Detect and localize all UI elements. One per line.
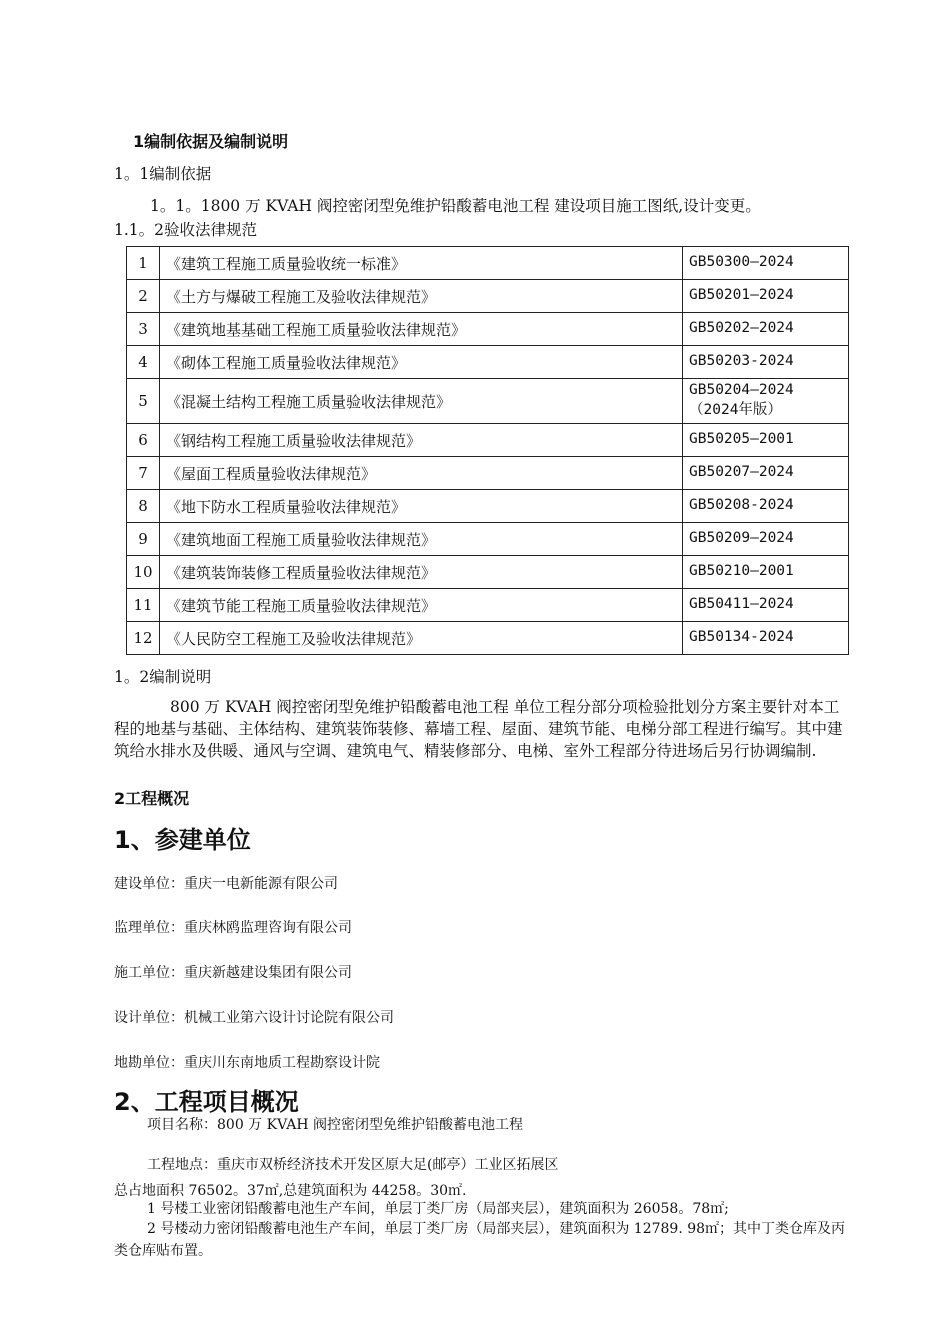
table-row [127,622,849,655]
standard-edition: （2024年版） [689,402,782,418]
row-number: 6 [127,424,160,457]
unit-contractor: 施工单位：重庆新越建设集团有限公司 [114,965,352,981]
standard-code-cell [683,556,849,589]
table-row [127,490,849,523]
participants-heading: 1、参建单位 [114,826,251,854]
table-row [127,247,849,280]
project-location: 工程地点：重庆市双桥经济技术开发区原大足(邮亭）工业区拓展区 [147,1157,559,1173]
item-1-1-1: 1。1。1800 万 KVAH 阀控密闭型免维护铅酸蓄电池工程 建设项目施工图纸,设计变更。 [150,197,761,215]
building-1: 1 号楼工业密闭铅酸蓄电池生产车间，单层丁类厂房（局部夹层），建筑面积为 26058。78㎡; [147,1201,729,1217]
standard-code: GB50134-2024 [689,629,794,646]
subsection-1-1-title: 1。1编制依据 [114,165,212,183]
standard-code: GB50411—2024 [689,596,794,613]
standard-code-cell [683,490,849,523]
standard-code: GB50202—2024 [689,320,794,337]
row-number: 3 [127,313,160,346]
standard-code-cell [683,379,849,424]
standard-name: 《混凝土结构工程施工质量验收法律规范》 [160,379,683,424]
row-number: 10 [127,556,160,589]
unit-owner: 建设单位：重庆一电新能源有限公司 [114,876,338,892]
standard-name: 《人民防空工程施工及验收法律规范》 [160,622,683,655]
standard-code-cell [683,622,849,655]
standard-code-cell [683,589,849,622]
standard-code: GB50204—2024 [689,382,794,399]
item-1-1-2: 1.1。2验收法律规范 [114,221,258,239]
row-number: 11 [127,589,160,622]
table-row [127,556,849,589]
table-row [127,457,849,490]
standard-code: GB50205—2001 [689,431,794,448]
unit-designer: 设计单位：机械工业第六设计讨论院有限公司 [114,1010,394,1026]
standard-name: 《钢结构工程施工质量验收法律规范》 [160,424,683,457]
standard-code: GB50201—2024 [689,287,794,304]
standards-table [126,246,849,655]
standard-name: 《建筑节能工程施工质量验收法律规范》 [160,589,683,622]
row-number: 12 [127,622,160,655]
row-number: 4 [127,346,160,379]
row-number: 8 [127,490,160,523]
compilation-description: 800 万 KVAH 阀控密闭型免维护铅酸蓄电池工程 单位工程分部分项检验批划分方案主要针对本工程的地基与基础、主体结构、建筑装饰装修、幕墙工程、屋面、建筑节能、电梯分部工程进行编写。其中建筑给水排水及供暖、通风与空调、建筑电气、精装修部分、电梯、室外工程部分待进场后另行协调编制. [114,698,843,760]
standard-name: 《建筑工程施工质量验收统一标准》 [160,247,683,280]
project-overview-heading: 2、工程项目概况 [114,1088,299,1116]
table-row [127,379,849,424]
table-row [127,424,849,457]
standard-name: 《土方与爆破工程施工及验收法律规范》 [160,280,683,313]
standard-code-cell [683,280,849,313]
row-number: 2 [127,280,160,313]
standard-code: GB50210—2001 [689,563,794,580]
standard-code-cell [683,457,849,490]
standard-code: GB50207—2024 [689,464,794,481]
table-row [127,523,849,556]
standard-name: 《屋面工程质量验收法律规范》 [160,457,683,490]
standard-name: 《砌体工程施工质量验收法律规范》 [160,346,683,379]
total-area: 总占地面积 76502。37㎡,总建筑面积为 44258。30㎡. [114,1183,467,1199]
standard-name: 《建筑地基基础工程施工质量验收法律规范》 [160,313,683,346]
standard-name: 《地下防水工程质量验收法律规范》 [160,490,683,523]
standard-name: 《建筑装饰装修工程质量验收法律规范》 [160,556,683,589]
unit-surveyor: 地勘单位：重庆川东南地质工程勘察设计院 [114,1055,380,1071]
unit-supervisor: 监理单位：重庆林鸥监理咨询有限公司 [114,920,352,936]
standard-code-cell [683,313,849,346]
project-name: 项目名称：800 万 KVAH 阀控密闭型免维护铅酸蓄电池工程 [147,1117,524,1133]
subsection-1-2-title: 1。2编制说明 [114,668,212,686]
standard-code-cell [683,523,849,556]
standard-code-cell [683,424,849,457]
building-2: 2 号楼动力密闭铅酸蓄电池生产车间，单层丁类厂房（局部夹层），建筑面积为 12789. 98㎡；其中丁类仓库及丙类仓库贴布置。 [114,1221,846,1259]
standard-name: 《建筑地面工程施工质量验收法律规范》 [160,523,683,556]
standard-code: GB50208-2024 [689,497,794,514]
row-number: 5 [127,379,160,424]
row-number: 1 [127,247,160,280]
standard-code: GB50209—2024 [689,530,794,547]
row-number: 7 [127,457,160,490]
standard-code: GB50300—2024 [689,254,794,271]
row-number: 9 [127,523,160,556]
table-row [127,589,849,622]
standard-code-cell [683,247,849,280]
table-row [127,346,849,379]
standard-code: GB50203-2024 [689,353,794,370]
table-row [127,280,849,313]
standard-code-cell [683,346,849,379]
section-2-title: 2工程概况 [114,789,190,808]
table-row [127,313,849,346]
section-1-title: 1编制依据及编制说明 [133,132,289,151]
